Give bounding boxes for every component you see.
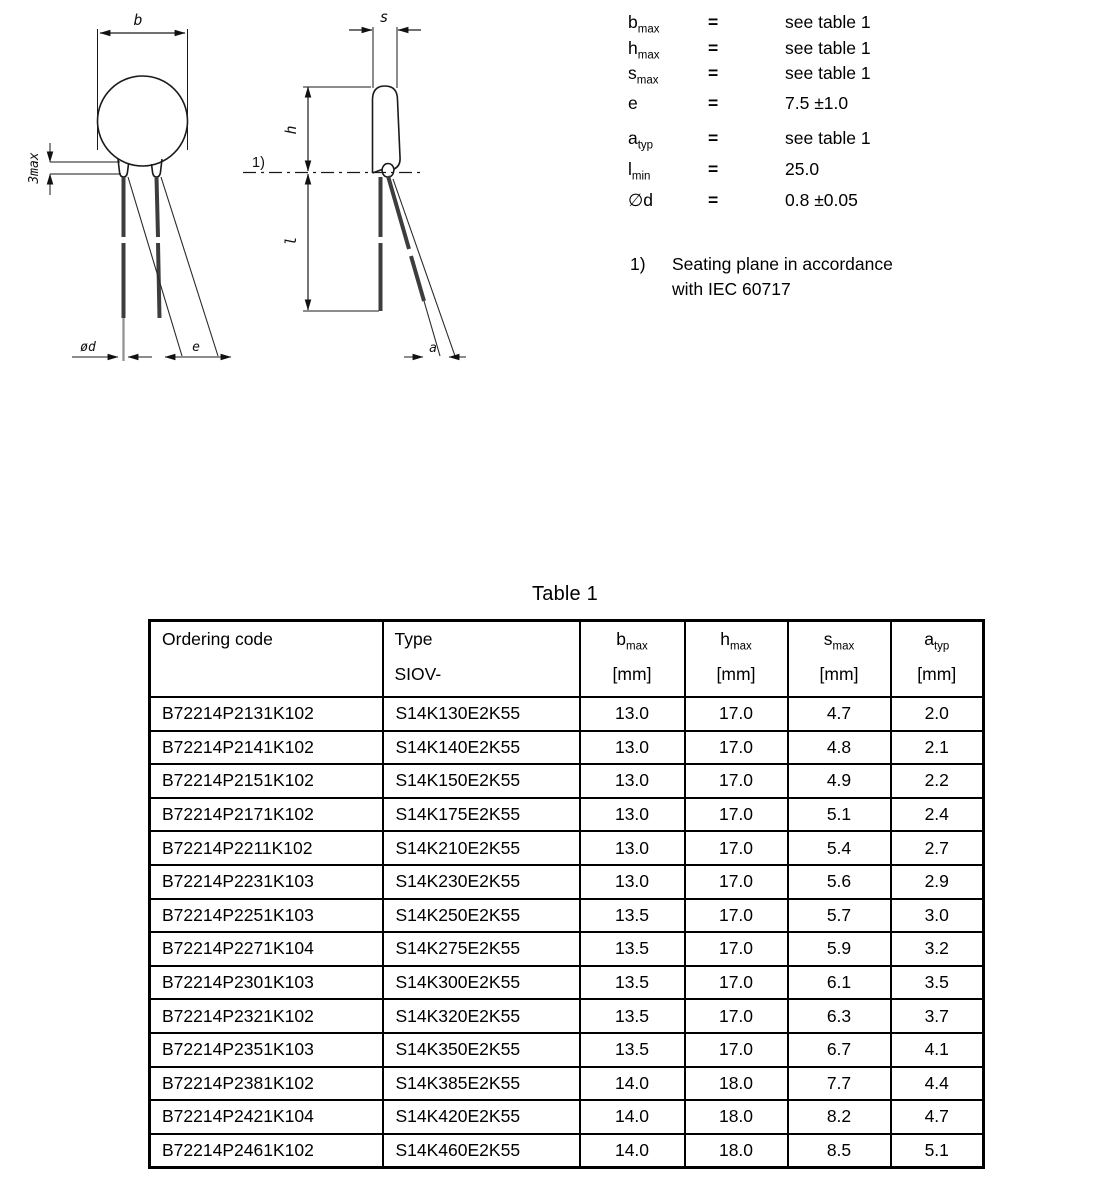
legend-symbol: $b_{max}$ [628, 12, 660, 36]
header-smax: $s_{max}$ [mm] [788, 621, 891, 698]
footnote-text: Seating plane in accordance with IEC 60717 [672, 254, 893, 299]
table-row [150, 966, 984, 1000]
hmax-cell: 17.0 [685, 966, 788, 1000]
ordering-code-cell: B72214P2381K102 [150, 1067, 383, 1101]
atyp-cell: 2.1 [891, 731, 984, 765]
bmax-cell: 13.0 [580, 764, 685, 798]
dim-label-e: e [192, 340, 200, 355]
atyp-cell: 5.1 [891, 1134, 984, 1168]
ordering-code-cell: B72214P2251K103 [150, 899, 383, 933]
ordering-code-cell: B72214P2211K102 [150, 831, 383, 865]
dim-label-3max: 3max [27, 152, 42, 184]
header-type: Type SIOV- [383, 621, 580, 698]
side-view [243, 8, 466, 357]
type-cell: S14K130E2K55 [383, 697, 580, 731]
dimension-table [148, 619, 985, 1169]
front-view [27, 11, 231, 361]
type-cell: S14K460E2K55 [383, 1134, 580, 1168]
table-row [150, 932, 984, 966]
smax-cell: 8.5 [788, 1134, 891, 1168]
ordering-code-cell: B72214P2131K102 [150, 697, 383, 731]
legend-value: 0.8 ±0.05 [785, 190, 858, 210]
dimension-legend [628, 0, 988, 235]
hmax-cell: 17.0 [685, 731, 788, 765]
hmax-cell: 17.0 [685, 798, 788, 832]
atyp-cell: 2.7 [891, 831, 984, 865]
type-cell: S14K150E2K55 [383, 764, 580, 798]
table-row [150, 1033, 984, 1067]
legend-value: 25.0 [785, 159, 820, 179]
smax-cell: 6.1 [788, 966, 891, 1000]
legend-symbol: $h_{max}$ [628, 38, 660, 62]
atyp-cell: 3.5 [891, 966, 984, 1000]
hmax-cell: 17.0 [685, 764, 788, 798]
seating-plane-ref: 1) [252, 155, 265, 171]
hmax-cell: 18.0 [685, 1067, 788, 1101]
ordering-code-cell: B72214P2171K102 [150, 798, 383, 832]
smax-cell: 4.9 [788, 764, 891, 798]
bmax-cell: 14.0 [580, 1100, 685, 1134]
legend-symbol: $a_{typ}$ [628, 128, 654, 152]
smax-cell: 5.1 [788, 798, 891, 832]
legend-value: see table 1 [785, 63, 871, 83]
smax-cell: 6.7 [788, 1033, 891, 1067]
legend-equals: = [708, 12, 719, 32]
bmax-cell: 13.5 [580, 1033, 685, 1067]
legend-equals: = [708, 38, 719, 58]
ordering-code-cell: B72214P2151K102 [150, 764, 383, 798]
legend-row [628, 12, 988, 36]
legend-equals: = [708, 63, 719, 83]
dim-label-a: a [429, 341, 437, 356]
type-cell: S14K320E2K55 [383, 999, 580, 1033]
dim-label-h: h [282, 125, 300, 135]
bmax-cell: 14.0 [580, 1067, 685, 1101]
smax-cell: 4.7 [788, 697, 891, 731]
atyp-cell: 3.0 [891, 899, 984, 933]
legend-equals: = [708, 190, 719, 210]
hmax-cell: 17.0 [685, 1033, 788, 1067]
dim-label-od: ød [80, 340, 96, 355]
type-cell: S14K275E2K55 [383, 932, 580, 966]
smax-cell: 5.4 [788, 831, 891, 865]
atyp-cell: 2.4 [891, 798, 984, 832]
footnote-ref: 1) [630, 254, 646, 274]
bmax-cell: 14.0 [580, 1134, 685, 1168]
smax-cell: 8.2 [788, 1100, 891, 1134]
legend-row [628, 190, 988, 214]
smax-cell: 4.8 [788, 731, 891, 765]
legend-equals: = [708, 93, 719, 113]
bmax-cell: 13.0 [580, 831, 685, 865]
hmax-cell: 17.0 [685, 697, 788, 731]
hmax-cell: 17.0 [685, 932, 788, 966]
type-cell: S14K210E2K55 [383, 831, 580, 865]
ordering-code-cell: B72214P2141K102 [150, 731, 383, 765]
bmax-cell: 13.5 [580, 899, 685, 933]
legend-value: see table 1 [785, 128, 871, 148]
legend-row [628, 159, 988, 183]
bmax-cell: 13.0 [580, 798, 685, 832]
legend-symbol: $l_{min}$ [628, 159, 651, 183]
atyp-cell: 2.9 [891, 865, 984, 899]
legend-value: 7.5 ±1.0 [785, 93, 849, 113]
table-row [150, 1067, 984, 1101]
hmax-cell: 17.0 [685, 865, 788, 899]
type-cell: S14K350E2K55 [383, 1033, 580, 1067]
table-row [150, 865, 984, 899]
legend-equals: = [708, 159, 719, 179]
ordering-code-cell: B72214P2421K104 [150, 1100, 383, 1134]
dimension-drawing [0, 0, 500, 380]
bmax-cell: 13.0 [580, 731, 685, 765]
table-title: Table 1 [532, 583, 598, 605]
type-cell: S14K420E2K55 [383, 1100, 580, 1134]
bmax-cell: 13.5 [580, 999, 685, 1033]
type-cell: S14K250E2K55 [383, 899, 580, 933]
table-row [150, 1100, 984, 1134]
smax-cell: 5.9 [788, 932, 891, 966]
ordering-code-cell: B72214P2231K103 [150, 865, 383, 899]
ordering-code-cell: B72214P2271K104 [150, 932, 383, 966]
hmax-cell: 17.0 [685, 831, 788, 865]
hmax-cell: 18.0 [685, 1100, 788, 1134]
table-row [150, 731, 984, 765]
smax-cell: 6.3 [788, 999, 891, 1033]
table-row [150, 798, 984, 832]
atyp-cell: 4.1 [891, 1033, 984, 1067]
dim-label-l: l [282, 236, 300, 246]
ordering-code-cell: B72214P2321K102 [150, 999, 383, 1033]
ordering-code-cell: B72214P2301K103 [150, 966, 383, 1000]
atyp-cell: 2.2 [891, 764, 984, 798]
atyp-cell: 4.7 [891, 1100, 984, 1134]
header-bmax: $b_{max}$ [mm] [580, 621, 685, 698]
table-row [150, 999, 984, 1033]
table-row [150, 831, 984, 865]
header-ordering-code: Ordering code [150, 621, 383, 698]
atyp-cell: 2.0 [891, 697, 984, 731]
legend-row [628, 128, 988, 152]
table-row [150, 764, 984, 798]
header-atyp: $a_{typ}$ [mm] [891, 621, 984, 698]
legend-symbol: ∅d [628, 190, 653, 210]
smax-cell: 7.7 [788, 1067, 891, 1101]
legend-symbol: e [628, 93, 638, 113]
header-hmax: $h_{max}$ [mm] [685, 621, 788, 698]
smax-cell: 5.6 [788, 865, 891, 899]
bmax-cell: 13.5 [580, 932, 685, 966]
legend-row [628, 38, 988, 62]
type-cell: S14K140E2K55 [383, 731, 580, 765]
legend-row [628, 93, 988, 117]
type-cell: S14K300E2K55 [383, 966, 580, 1000]
ordering-code-cell: B72214P2461K102 [150, 1134, 383, 1168]
table-body [150, 697, 984, 1167]
dim-label-b: b [133, 11, 143, 29]
atyp-cell: 3.2 [891, 932, 984, 966]
table-row [150, 899, 984, 933]
smax-cell: 5.7 [788, 899, 891, 933]
hmax-cell: 17.0 [685, 899, 788, 933]
type-cell: S14K230E2K55 [383, 865, 580, 899]
hmax-cell: 18.0 [685, 1134, 788, 1168]
legend-equals: = [708, 128, 719, 148]
type-cell: S14K385E2K55 [383, 1067, 580, 1101]
table-row [150, 697, 984, 731]
table-header [150, 621, 984, 698]
bmax-cell: 13.0 [580, 865, 685, 899]
atyp-cell: 3.7 [891, 999, 984, 1033]
ordering-code-cell: B72214P2351K103 [150, 1033, 383, 1067]
dim-label-s: s [379, 8, 389, 26]
bmax-cell: 13.0 [580, 697, 685, 731]
type-cell: S14K175E2K55 [383, 798, 580, 832]
legend-value: see table 1 [785, 12, 871, 32]
bmax-cell: 13.5 [580, 966, 685, 1000]
atyp-cell: 4.4 [891, 1067, 984, 1101]
legend-row [628, 63, 988, 87]
legend-symbol: $s_{max}$ [628, 63, 659, 87]
hmax-cell: 17.0 [685, 999, 788, 1033]
legend-value: see table 1 [785, 38, 871, 58]
table-row [150, 1134, 984, 1168]
